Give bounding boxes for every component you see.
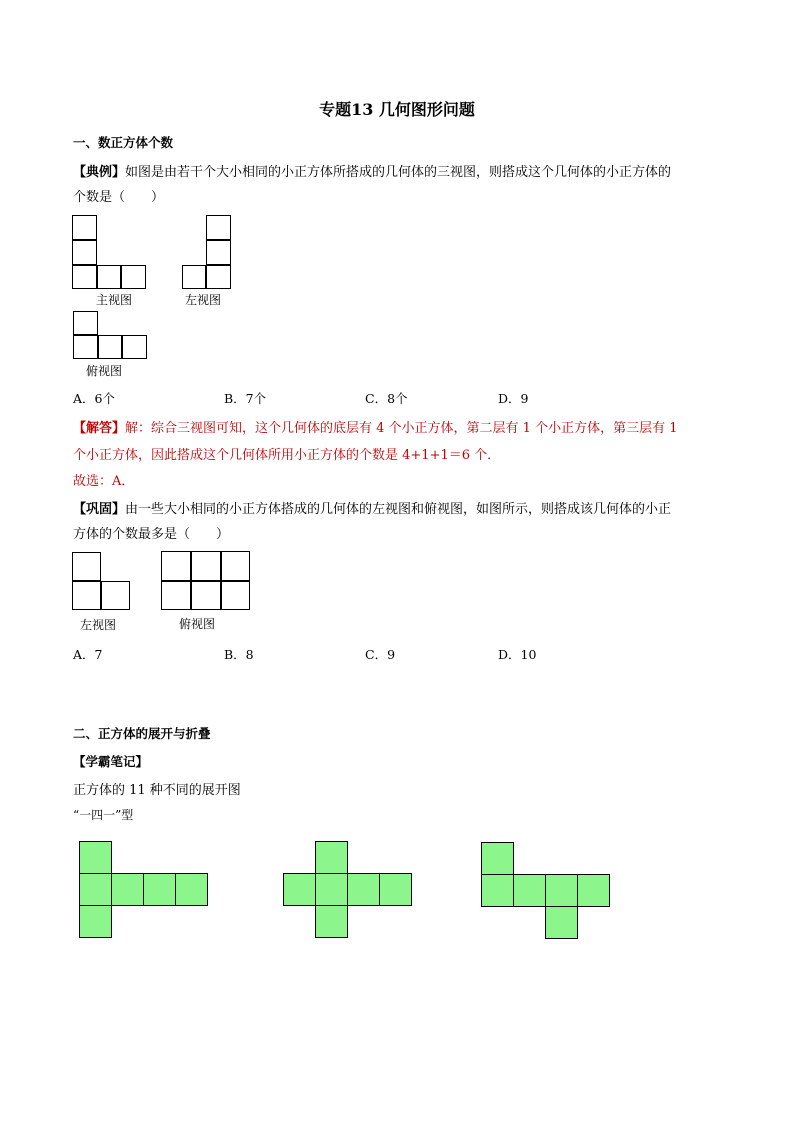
practice-left-view-cell	[72, 552, 101, 581]
left-view-cell	[206, 240, 231, 265]
net-face	[577, 874, 610, 907]
solution-text-1: 解：综合三视图可知，这个几何体的底层有 4 个小正方体，第二层有 1 个小正方体，第三层有 1	[125, 421, 678, 436]
practice-tag: 【巩固】	[73, 502, 126, 517]
front-view-label: 主视图	[96, 293, 133, 307]
net-type-label: “一四一”型	[73, 808, 134, 822]
net-face	[545, 906, 578, 939]
net-face	[513, 874, 546, 907]
front-view-cell	[97, 265, 121, 289]
practice-left-view-cell	[101, 581, 130, 610]
practice-top-view-label: 俯视图	[179, 617, 216, 631]
practice-top-view-cell	[191, 581, 221, 610]
practice-top-view-cell	[161, 551, 191, 581]
example-text-1: 如图是由若干个大小相同的小正方体所搭成的几何体的三视图，则搭成这个几何体的小正方体的	[125, 165, 672, 180]
net-face	[315, 841, 348, 874]
left-view-cell	[182, 265, 206, 289]
solution-tag: 【解答】	[73, 421, 126, 436]
practice-option-c: C．9	[365, 647, 396, 662]
front-view-cell	[121, 265, 146, 289]
practice-top-view-cell	[161, 581, 191, 610]
example-option-a: A．6个	[73, 391, 115, 406]
solution-answer: 故选：A．	[73, 474, 135, 489]
practice-text-1: 由一些大小相同的小正方体搭成的几何体的左视图和俯视图，如图所示，则搭成该几何体的小正	[125, 502, 672, 517]
section2-heading: 二、正方体的展开与折叠	[73, 726, 211, 741]
practice-top-view-cell	[221, 581, 250, 610]
example-tag: 【典例】	[73, 165, 126, 180]
net-face	[79, 841, 112, 874]
solution-line2: 个小正方体，因此搭成这个几何体所用小正方体的个数是 4+1+1＝6 个．	[73, 448, 501, 463]
net-face	[79, 905, 112, 938]
example-option-d: D．9	[498, 391, 529, 406]
top-view-label: 俯视图	[86, 364, 123, 378]
net-face	[481, 842, 514, 875]
net-face	[481, 874, 514, 907]
net-face	[111, 873, 144, 906]
practice-option-d: D．10	[498, 647, 537, 662]
top-view-cell	[98, 335, 122, 359]
net-face	[283, 873, 316, 906]
practice-option-a: A．7	[73, 647, 103, 662]
practice-left-view-label: 左视图	[80, 618, 117, 632]
net-face	[175, 873, 208, 906]
net-face	[315, 905, 348, 938]
section1-heading: 一、数正方体个数	[73, 135, 174, 150]
net-face	[379, 873, 412, 906]
example-question-line2: 个数是（ ）	[73, 190, 165, 205]
practice-option-b: B．8	[224, 647, 254, 662]
top-view-cell	[73, 335, 98, 359]
net-face	[315, 873, 348, 906]
practice-top-view-cell	[221, 551, 250, 581]
solution-line1	[73, 417, 678, 436]
net-face	[143, 873, 176, 906]
left-view-cell	[206, 265, 231, 289]
front-view-cell	[72, 265, 97, 289]
example-question-line1	[73, 161, 671, 180]
page-title: 专题13 几何图形问题	[319, 100, 475, 119]
net-face	[79, 873, 112, 906]
notes-tag: 【学霸笔记】	[73, 754, 149, 769]
example-option-b: B．7个	[224, 391, 267, 406]
practice-question-line1	[73, 498, 671, 517]
top-view-cell	[122, 335, 147, 359]
top-view-cell	[73, 311, 98, 335]
front-view-cell	[72, 215, 97, 240]
left-view-cell	[206, 215, 231, 240]
nets-intro: 正方体的 11 种不同的展开图	[73, 783, 241, 798]
practice-top-view-cell	[191, 551, 221, 581]
practice-left-view-cell	[72, 581, 101, 610]
left-view-label: 左视图	[185, 293, 222, 307]
net-face	[545, 874, 578, 907]
front-view-cell	[72, 240, 97, 265]
practice-question-line2: 方体的个数最多是（ ）	[73, 527, 230, 542]
example-option-c: C．8个	[365, 391, 408, 406]
net-face	[347, 873, 380, 906]
